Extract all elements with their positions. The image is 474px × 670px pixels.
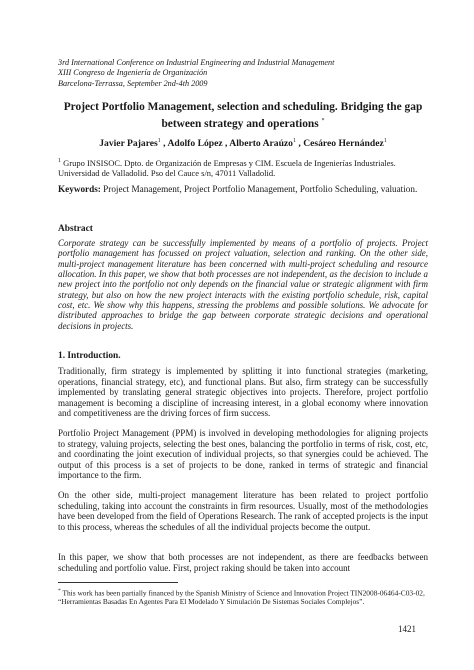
keywords-text: Project Management, Project Portfolio Management, Portfolio Scheduling, valuation.	[103, 184, 418, 194]
abstract-text: Corporate strategy can be successfully implemented by means of a portfolio of projects. Project portfolio management has focussed on project valuation, selection and ranking. On the other side, multi-project management literature has been concerned with multi-project scheduling and resource allocation. In this paper, we show that both processes are not independent, as the decision to include a new project into the portfolio not only depends on the financial value or strategic alignment with firm strategy, but also on how the new project interacts with the existing portfolio schedule, risk, capital cost, etc. We show why this happens, stressing the problems and possible solutions. We advocate for distributed approaches to bridge the gap between corporate strategic decisions and operational decisions in projects.	[58, 238, 428, 331]
author-name: Alberto Araúzo	[229, 138, 293, 150]
author-name: Javier Pajares	[99, 138, 158, 150]
author-separator: ,	[160, 138, 168, 150]
footnote-divider	[58, 582, 178, 583]
conference-line-1: 3rd International Conference on Industrial Engineering and Industrial Management	[58, 58, 335, 67]
body-paragraph: Portfolio Project Management (PPM) is involved in developing methodologies for aligning projects to strategy, valuing projects, selecting the best ones, balancing the portfolio in terms of risk, cost, etc, and coordinating the joint execution of individual projects, so that synergies could be achieved. The output of this process is a set of projects to be done, ranked in terms of strategic and financial importance to the firm.	[58, 428, 428, 480]
title-footnote-marker: *	[321, 117, 325, 124]
conference-line-3: Barcelona-Terrassa, September 2nd-4th 2009	[58, 78, 208, 88]
page-number: 1421	[398, 624, 416, 634]
footnote-marker: *	[58, 588, 61, 594]
author-separator: ,	[295, 138, 304, 150]
conference-header	[58, 58, 334, 89]
affiliation-mark: 1	[58, 158, 61, 164]
footnote	[58, 587, 428, 606]
author-list	[58, 138, 428, 149]
affiliation-text: Grupo INSISOC. Dpto. de Organización de Empresas y CIM. Escuela de Ingenierías Industriales. Universidad de Valladolid. Pso del Cauce s/n, 47011 Valladolid.	[58, 157, 396, 179]
keywords	[58, 184, 428, 195]
conference-line-2: XIII Congreso de Ingeniería de Organización	[58, 68, 208, 78]
author-affiliation-mark: 1	[157, 138, 161, 144]
body-paragraph: Traditionally, firm strategy is implemented by splitting it into functional strategies (marketing, operations, financial strategy, etc), and functional plans. But also, firm strategy can be successfully implemented by translating general strategic objectives into projects. Therefore, project portfolio management is becoming a discipline of increasing interest, in a global economy where innovation and competitiveness are the driving forces of firm success.	[58, 366, 428, 418]
section-heading: 1. Introduction.	[58, 351, 121, 361]
author-name: Cesáreo Hernández	[303, 138, 384, 150]
author-name: Adolfo López	[167, 138, 223, 150]
footnote-text: This work has been partially financed by the Spanish Ministry of Science and Innovation Project TIN2008-06464-C03-02, “Herramientas Basadas En Agentes Para El Modelado Y Simulación De Sistemas Sociales Complejos”.	[58, 588, 425, 607]
paper-title-text: Project Portfolio Management, selection and scheduling. Bridging the gap between strategy and operations	[63, 101, 423, 130]
author-affiliation-mark: 1	[383, 138, 387, 144]
body-paragraph: In this paper, we show that both processes are not independent, as there are feedbacks between scheduling and portfolio value. First, project raking should be taken into account	[58, 552, 428, 573]
paper-title	[58, 101, 428, 131]
author-separator: ,	[222, 138, 230, 150]
author-affiliation-mark: 1	[292, 138, 296, 144]
body-paragraph: On the other side, multi-project management literature has been related to project portfolio scheduling, taking into account the constraints in firm resources. Usually, most of the methodologies have been developed from the field of Operations Research. The rank of accepted projects is the input to this process, whereas the schedules of all the individual projects become the output.	[58, 490, 428, 532]
affiliation	[58, 156, 428, 179]
keywords-label: Keywords:	[58, 184, 101, 194]
abstract-heading: Abstract	[58, 224, 93, 234]
